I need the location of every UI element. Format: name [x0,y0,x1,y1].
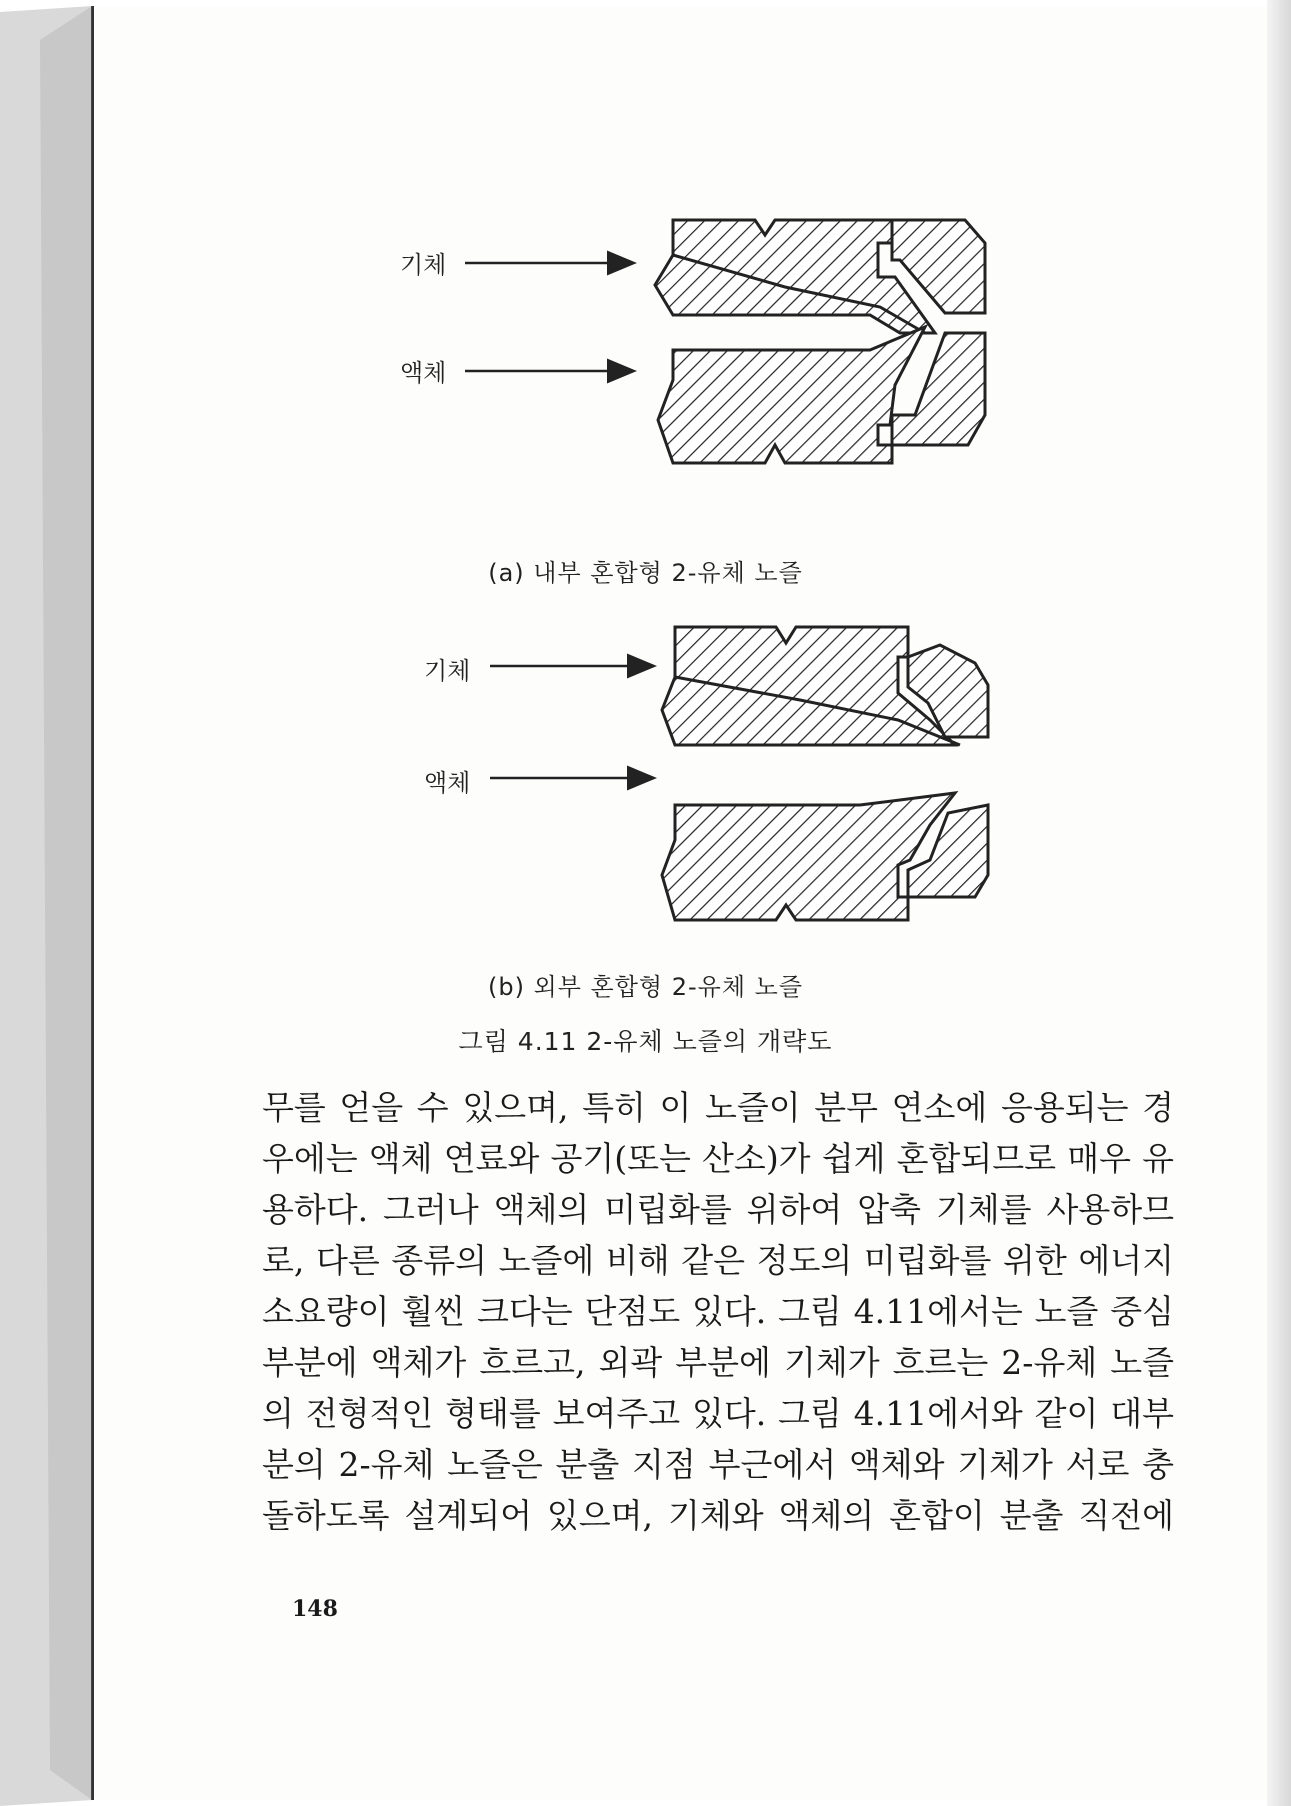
page-right-edge [1267,0,1291,1806]
figure-external-mixing-nozzle [400,615,1040,955]
body-line: 우에는 액체 연료와 공기(또는 산소)가 쉽게 혼합되므로 매우 유 [262,1139,1174,1178]
nozzle-diagram-b [400,615,1040,955]
nozzle-lower-body [658,327,925,463]
body-line: 부분에 액체가 흐르고, 외곽 부분에 기체가 흐르는 2-유체 노즐 [262,1343,1174,1382]
body-line: 소요량이 훨씬 크다는 단점도 있다. 그림 4.11에서는 노즐 중심 [262,1292,1174,1331]
figure-b-caption: (b) 외부 혼합형 2-유체 노즐 [487,973,804,1001]
book-spine-edge [0,0,92,1806]
body-line: 분의 2-유체 노즐은 분출 지점 부근에서 액체와 기체가 서로 충 [262,1445,1174,1484]
body-paragraph [262,1082,1174,1541]
body-line: 용하다. 그러나 액체의 미립화를 위하여 압축 기체를 사용하므 [262,1190,1174,1229]
body-line: 무를 얻을 수 있으며, 특히 이 노즐이 분무 연소에 응용되는 경 [262,1088,1174,1127]
body-line: 의 전형적인 형태를 보여주고 있다. 그림 4.11에서와 같이 대부 [262,1394,1174,1433]
liquid-label: 액체 [424,769,471,797]
gas-label: 기체 [400,251,447,279]
page-number: 148 [292,1596,338,1622]
nozzle-diagram-a [380,205,1040,545]
body-line: 돌하도록 설계되어 있으며, 기체와 액체의 혼합이 분출 직전에 [262,1496,1174,1535]
figure-internal-mixing-nozzle [380,205,1040,545]
liquid-label: 액체 [400,359,447,387]
nozzle-lower-body [662,793,955,920]
body-line: 로, 다른 종류의 노즐에 비해 같은 정도의 미립화를 위한 에너지 [262,1241,1174,1280]
figure-a-caption: (a) 내부 혼합형 2-유체 노즐 [488,559,803,587]
figure-title: 그림 4.11 2-유체 노즐의 개략도 [458,1027,833,1056]
gas-label: 기체 [424,657,471,685]
